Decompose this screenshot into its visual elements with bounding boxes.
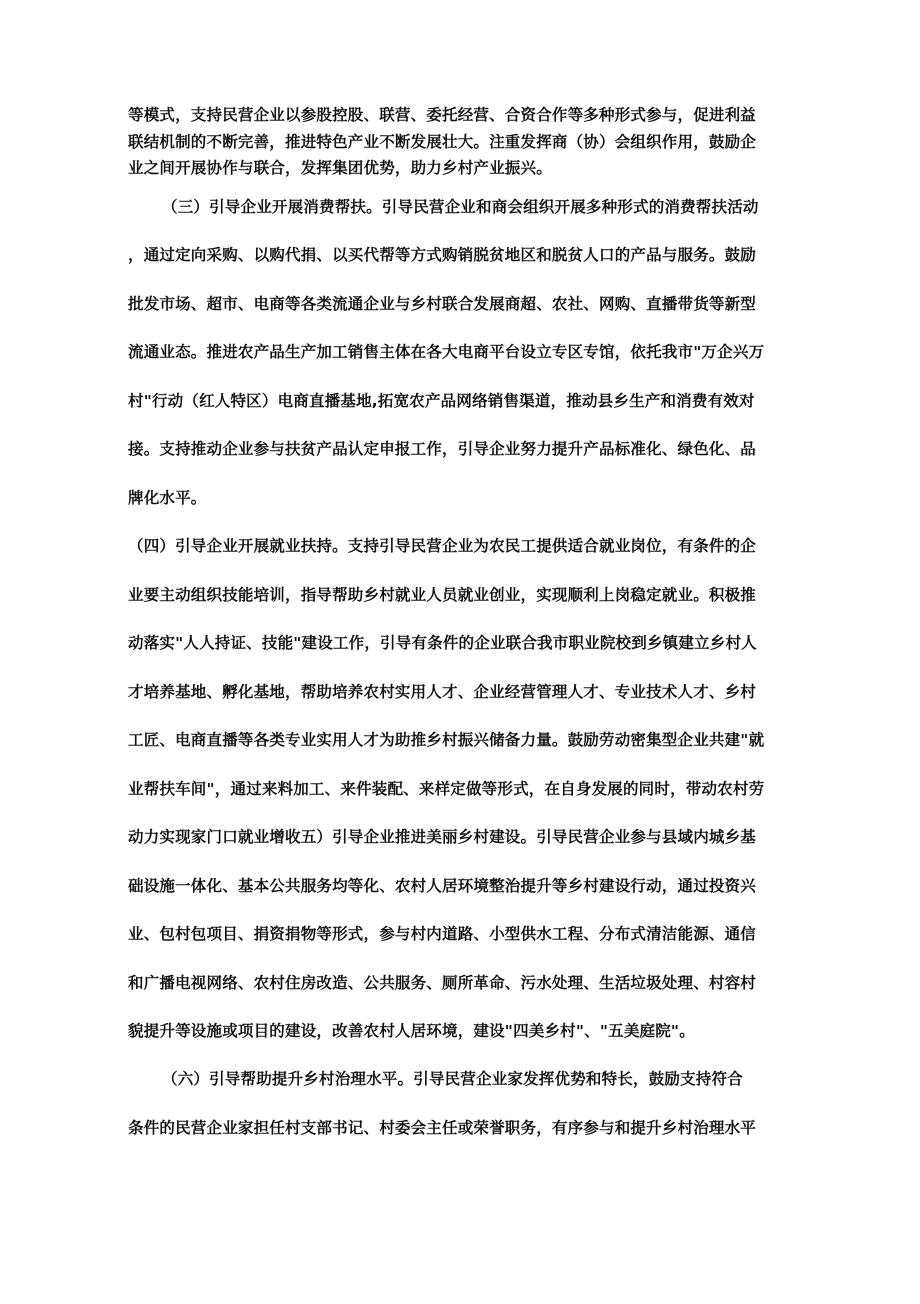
text-line: 牌化水平。 (128, 489, 207, 507)
text-line: （六）引导帮助提升乡村治理水平。引导民营企业家发挥优势和特长，鼓励支持符合 (162, 1070, 743, 1088)
text-line: 等模式，支持民营企业以参股控股、联营、委托经营、合资合作等多种形式参与，促进利益 (128, 106, 757, 124)
text-line: （三）引导企业开展消费帮扶。引导民营企业和商会组织开展多种形式的消费帮扶活动 (162, 198, 759, 216)
text-line: ，通过定向采购、以购代捐、以买代帮等方式购销脱贫地区和脱贫人口的产品与服务。鼓励 (128, 246, 757, 264)
text-line: 和广播电视网络、农村住房改造、公共服务、厕所革命、污水处理、生活垃圾处理、村容村 (128, 974, 757, 992)
text-line: （四）引导企业开展就业扶持。支持引导民营企业为农民工提供适合就业岗位，有条件的企 (128, 537, 757, 555)
text-line: 础设施一体化、基本公共服务均等化、农村人居环境整治提升等乡村建设行动，通过投资兴 (128, 877, 757, 895)
text-line: 业帮扶车间"，通过来料加工、来件装配、来样定做等形式，在自身发展的同时，带动农村劳 (128, 780, 765, 798)
text-line: 业、包村包项目、捐资捐物等形式，参与村内道路、小型供水工程、分布式清洁能源、通信 (128, 925, 757, 943)
text-line: 联结机制的不断完善，推进特色产业不断发展壮大。注重发挥商（协）会组织作用，鼓励企 (128, 133, 757, 151)
text-line: 才培养基地、孵化基地，帮助培养农村实用人才、企业经营管理人才、专业技术人才、乡村 (128, 683, 757, 701)
text-line: 村"行动（红人特区）电商直播基地,拓宽农产品网络销售渠道，推动县乡生产和消费有效对 (128, 392, 755, 410)
text-line: 流通业态。推进农产品生产加工销售主体在各大电商平台设立专区专馆，依托我市"万企兴万 (128, 343, 765, 361)
text-line: 业之间开展协作与联合，发挥集团优势，助力乡村产业振兴。 (128, 159, 552, 177)
text-line: 接。支持推动企业参与扶贫产品认定申报工作，引导企业努力提升产品标准化、绿色化、品 (128, 440, 757, 458)
text-line: 工匠、电商直播等各类专业实用人才为助推乡村振兴储备力量。鼓励劳动密集型企业共建"就 (128, 731, 765, 749)
text-line: 动力实现家门口就业增收五）引导企业推进美丽乡村建设。引导民营企业参与县域内城乡基 (128, 828, 757, 846)
text-line: 貌提升等设施或项目的建设，改善农村人居环境，建设"四美乡村"、"五美庭院"。 (128, 1022, 695, 1040)
text-line: 条件的民营企业家担任村支部书记、村委会主任或荣誉职务，有序参与和提升乡村治理水平 (128, 1119, 757, 1137)
text-line: 动落实"人人持证、技能"建设工作，引导有条件的企业联合我市职业院校到乡镇建立乡村人 (128, 634, 757, 652)
text-line: 业要主动组织技能培训，指导帮助乡村就业人员就业创业，实现顺利上岗稳定就业。积极推 (128, 586, 757, 604)
text-line: 批发市场、超市、电商等各类流通企业与乡村联合发展商超、农社、网购、直播带货等新型 (128, 295, 757, 313)
